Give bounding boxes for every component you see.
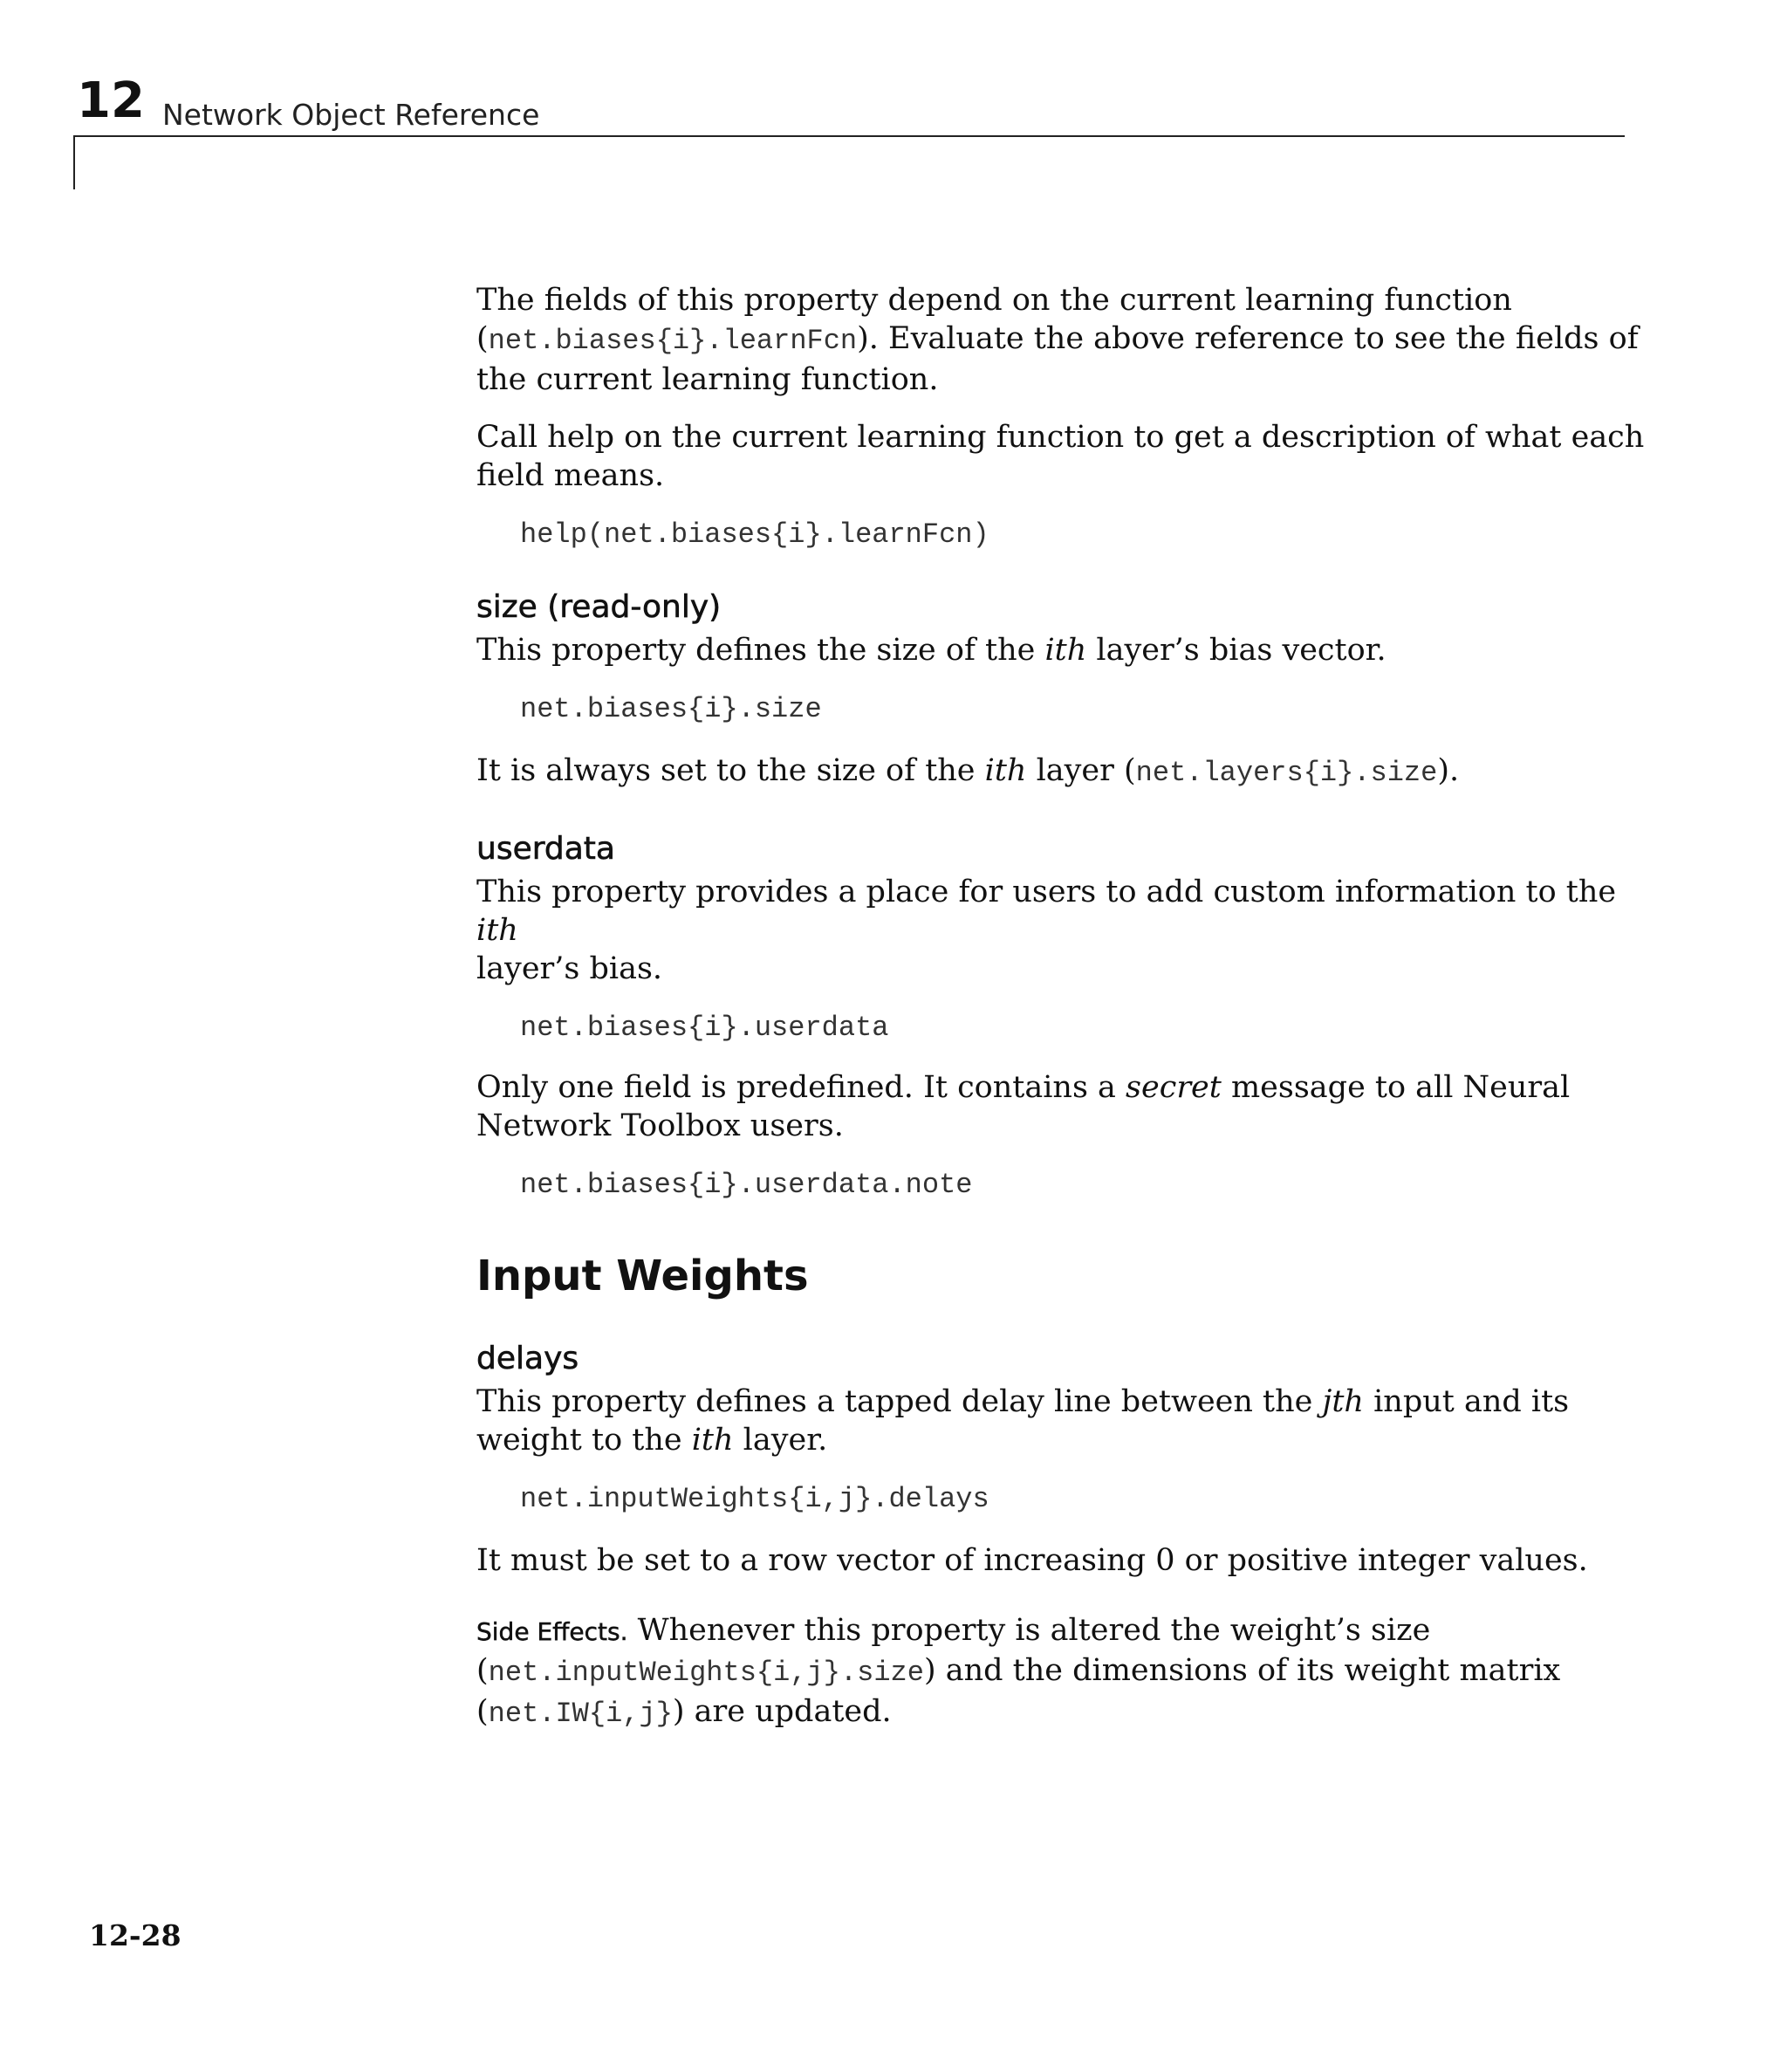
header-vertical-rule (73, 135, 75, 189)
paragraph-delays-row-vector: It must be set to a row vector of increasing 0 or positive integer values. (476, 1543, 1588, 1578)
side-effects-label: Side Effects. (476, 1617, 628, 1646)
code-inputweights-delays: net.inputWeights{i,j}.delays (520, 1483, 989, 1515)
paragraph-size-layer: It is always set to the size of the ith layer (net.layers{i}.size). (476, 753, 1460, 789)
heading-size: size (read-only) (476, 589, 722, 625)
paragraph-call-help: Call help on the current learning function to get a description of what each field means. (476, 420, 1645, 493)
code-biases-userdata: net.biases{i}.userdata (520, 1012, 889, 1044)
main-content (476, 281, 1646, 1733)
inline-code: net.inputWeights{i,j}.size (488, 1657, 924, 1689)
chapter-number: 12 (77, 72, 145, 129)
code-biases-userdata-note: net.biases{i}.userdata.note (520, 1169, 973, 1201)
inline-code: net.layers{i}.size (1135, 757, 1438, 789)
header-rule (73, 135, 1625, 137)
paragraph-delays: This property defines a tapped delay line between the jth input and its weight to the ith layer. (476, 1384, 1570, 1458)
chapter-title: Network Object Reference (162, 98, 540, 132)
inline-code: net.IW{i,j} (488, 1698, 673, 1730)
paragraph-side-effects: Side Effects. Whenever this property is altered the weight’s size (net.inputWeights{i,j}.size) and the dimensions of its weight matrix (net.IW{i,j}) are updated. (476, 1613, 1561, 1730)
code-help-learnfcn: help(net.biases{i}.learnFcn) (520, 518, 989, 551)
code-biases-size: net.biases{i}.size (520, 693, 822, 725)
page-number: 12-28 (89, 1918, 181, 1952)
paragraph-learn-fields: The fields of this property depend on the current learning function (net.biases{i}.learnFcn). Evaluate the above reference to see the fields of the current learning function. (476, 283, 1639, 397)
heading-input-weights: Input Weights (476, 1252, 809, 1300)
paragraph-userdata-note: Only one field is predefined. It contains a secret message to all Neural Network Toolbox users. (476, 1070, 1571, 1143)
paragraph-size: This property defines the size of the ith layer’s bias vector. (476, 633, 1386, 668)
paragraph-userdata: This property provides a place for users to add custom information to the ith layer’s bias. (476, 875, 1617, 986)
inline-code: net.biases{i}.learnFcn (488, 325, 858, 357)
heading-delays: delays (476, 1341, 579, 1376)
heading-userdata: userdata (476, 831, 615, 867)
page-header (73, 72, 1625, 138)
